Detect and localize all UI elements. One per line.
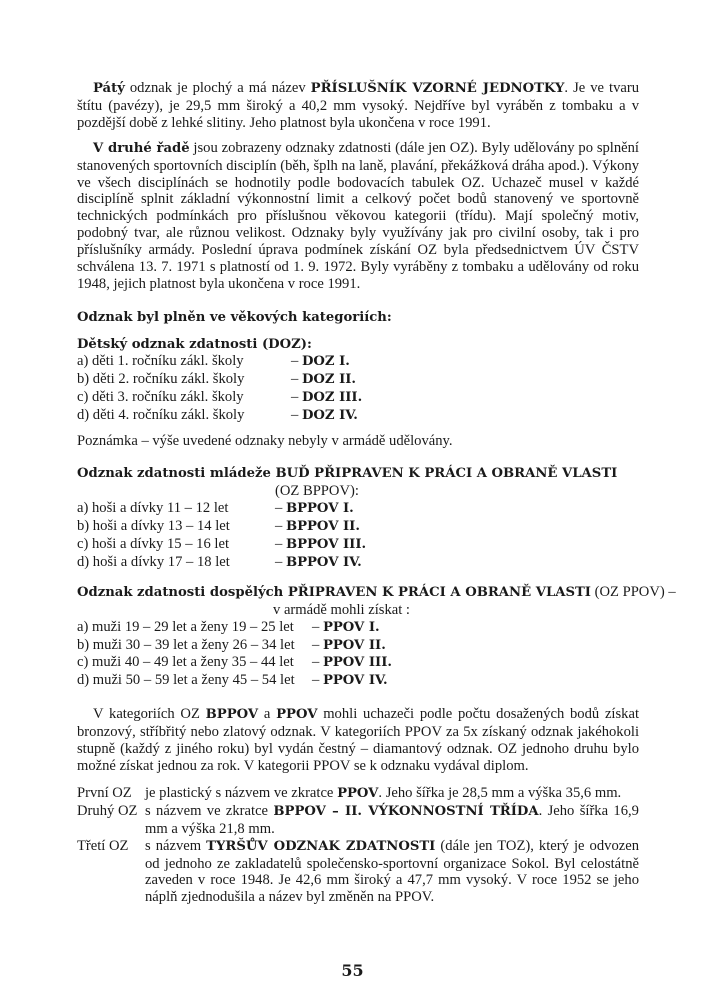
list-item	[77, 637, 639, 655]
item-value: BPPOV I.	[285, 501, 354, 517]
text: s názvem	[145, 837, 207, 854]
page-number: 55	[341, 961, 364, 980]
dash: –	[291, 370, 302, 387]
dash: –	[312, 672, 323, 689]
bold-term: PPOV	[337, 785, 379, 801]
definition-text	[145, 838, 639, 907]
list-item	[77, 672, 639, 690]
dash: –	[291, 406, 302, 423]
text: . Jeho šířka 16,9 mm a výška 21,8 mm.	[145, 802, 639, 837]
ppov-heading	[77, 583, 676, 602]
text: . Je ve tvaru štítu (pavézy), je 29,5 mm široký a 40,2 mm vysoký. Nejdříve byl vyráběn z tombaku a v pozdější době z lehké slitiny. Jeho platnost byla ukončena v roce 1991.	[77, 80, 639, 131]
list-item	[77, 407, 639, 425]
item-value: PPOV IV.	[322, 673, 388, 689]
list-item	[77, 500, 639, 518]
bppov-heading	[77, 465, 639, 483]
item-value: BPPOV III.	[285, 537, 367, 553]
dash: –	[291, 352, 302, 369]
badge-name: PŘÍSLUŠNÍK VZORNÉ JEDNOTKY	[310, 81, 565, 96]
item-label: d) hoši a dívky 17 – 18 let	[77, 553, 230, 570]
text: . Jeho šířka je 28,5 mm a výška 35,6 mm.	[378, 784, 622, 801]
list-item	[77, 371, 639, 389]
heading-text: Odznak zdatnosti mládeže	[77, 466, 276, 482]
bppov-subline: (OZ BPPOV):	[275, 483, 359, 500]
list-item	[77, 536, 639, 554]
item-label: c) muži 40 – 49 let a ženy 35 – 44 let	[77, 654, 294, 671]
dash: –	[312, 654, 323, 671]
lead-word: Pátý	[93, 81, 125, 96]
definition-text	[145, 785, 639, 803]
item-value: PPOV II.	[322, 637, 386, 653]
item-value: DOZ I.	[301, 353, 350, 369]
badge-title: PŘIPRAVEN K PRÁCI A OBRANĚ VLASTI	[287, 584, 591, 600]
categories-heading: Odznak byl plněn ve věkových kategoriích:	[77, 309, 392, 325]
text: je plastický s názvem ve zkratce	[145, 784, 338, 801]
list-item	[77, 654, 639, 672]
dash: –	[312, 618, 323, 635]
item-label: b) hoši a dívky 13 – 14 let	[77, 518, 230, 535]
dash: –	[312, 636, 323, 653]
bppov-list	[77, 500, 639, 572]
text: odznak je plochý a má název	[124, 80, 311, 96]
bold-term: BPPOV	[205, 707, 259, 723]
dash: –	[275, 518, 286, 535]
doz-list	[77, 353, 639, 425]
item-value: DOZ II.	[301, 371, 357, 387]
item-label: b) děti 2. ročníku zákl. školy	[77, 370, 245, 387]
item-label: d) muži 50 – 59 let a ženy 45 – 54 let	[77, 672, 295, 689]
text: s názvem ve zkratce	[145, 802, 274, 819]
doz-heading: Dětský odznak zdatnosti (DOZ):	[77, 336, 312, 352]
ppov-list	[77, 619, 639, 691]
paragraph-categories	[77, 706, 639, 775]
item-label: a) hoši a dívky 11 – 12 let	[77, 500, 229, 517]
text: V kategoriích OZ	[93, 706, 206, 723]
definition-row	[77, 803, 639, 838]
item-value: DOZ IV.	[301, 407, 358, 423]
item-value: BPPOV IV.	[285, 554, 362, 570]
text: a	[258, 706, 277, 723]
dash: –	[275, 553, 286, 570]
definition-row	[77, 785, 639, 803]
lead-phrase: V druhé řadě	[93, 140, 190, 156]
definition-term: Třetí OZ	[77, 837, 129, 854]
item-value: DOZ III.	[301, 389, 363, 405]
heading-suffix: (OZ PPOV) –	[590, 583, 676, 600]
bold-term: PPOV	[276, 707, 318, 723]
list-item	[77, 518, 639, 536]
list-item	[77, 353, 639, 371]
doz-note: Poznámka – výše uvedené odznaky nebyly v armádě udělovány.	[77, 432, 453, 449]
paragraph-second-row	[77, 140, 639, 293]
dash: –	[291, 388, 302, 405]
definition-term: První OZ	[77, 784, 132, 801]
list-item	[77, 554, 639, 572]
bold-term: BPPOV – II. VÝKONNOSTNÍ TŘÍDA	[273, 803, 539, 819]
item-label: a) děti 1. ročníku zákl. školy	[77, 352, 244, 369]
badge-title: BUĎ PŘIPRAVEN K PRÁCI A OBRANĚ VLASTI	[275, 466, 618, 482]
item-value: PPOV III.	[322, 655, 392, 671]
definition-row	[77, 838, 639, 907]
item-label: a) muži 19 – 29 let a ženy 19 – 25 let	[77, 618, 294, 635]
definition-term: Druhý OZ	[77, 802, 138, 819]
heading-text: Odznak zdatnosti dospělých	[77, 584, 288, 600]
text: jsou zobrazeny odznaky zdatnosti (dále jen OZ). Byly udělovány po splnění stanovených sportovních disciplín (běh, šplh na laně, plavání, překážková dráha apod.). Výkony ve všech disciplínách se hodnotily podle bodovacích tabulek OZ. Uchazeč musel v každé disciplíně splnit základní výkonnostní limit a celkový počet bodů stanovený ve sportovně technických podmínkách pro příslušnou věkovou kategorii (třídu). Mají společný motiv, podobný tvar, ale různou velikost. Odznaky byly využívány jak pro civilní osoby, tak i pro příslušníky armády. Poslední úprava podmínek získání OZ byla předsednictvem ÚV ČSTV schválena 13. 7. 1971 s platností od 1. 9. 1972. Byly vyráběny z tombaku a udělovány od roku 1948, jejich platnost byla ukončena v roce 1991.	[77, 139, 639, 292]
document-page	[77, 80, 676, 906]
ppov-subline: v armádě mohli získat :	[273, 601, 410, 618]
list-item	[77, 619, 639, 637]
bold-term: TYRŠŮV ODZNAK ZDATNOSTI	[206, 838, 436, 854]
item-label: c) hoši a dívky 15 – 16 let	[77, 536, 229, 553]
badge-definitions	[77, 785, 639, 906]
dash: –	[275, 536, 286, 553]
paragraph-fifth-badge	[77, 80, 639, 132]
list-item	[77, 389, 639, 407]
item-value: PPOV I.	[322, 619, 380, 635]
item-label: b) muži 30 – 39 let a ženy 26 – 34 let	[77, 636, 295, 653]
item-label: c) děti 3. ročníku zákl. školy	[77, 388, 244, 405]
text: (dále jen TOZ), který je odvozen od jednoho ze zakladatelů společensko-sportovní organizace Sokol. Byl celostátně zaveden v roce 1948. Je 42,6 mm široký a 47,7 mm vysoký. V roce 1952 se jeho náplň zjednodušila a název byl změněn na PPOV.	[145, 837, 639, 906]
item-label: d) děti 4. ročníku zákl. školy	[77, 406, 245, 423]
dash: –	[275, 500, 286, 517]
definition-text	[145, 803, 639, 838]
text: mohli uchazeči podle počtu dosažených bodů získat bronzový, stříbřitý nebo zlatový odznak. V kategoriích PPOV za 5x získaný odznak jakéhokoli stupně (každý z jiného roku) byl vydán čestný – diamantový odznak. OZ jednoho druhu bylo možné získat jednou za rok. V kategorii PPOV se k odznaku vydával diplom.	[77, 706, 639, 774]
item-value: BPPOV II.	[285, 519, 360, 535]
